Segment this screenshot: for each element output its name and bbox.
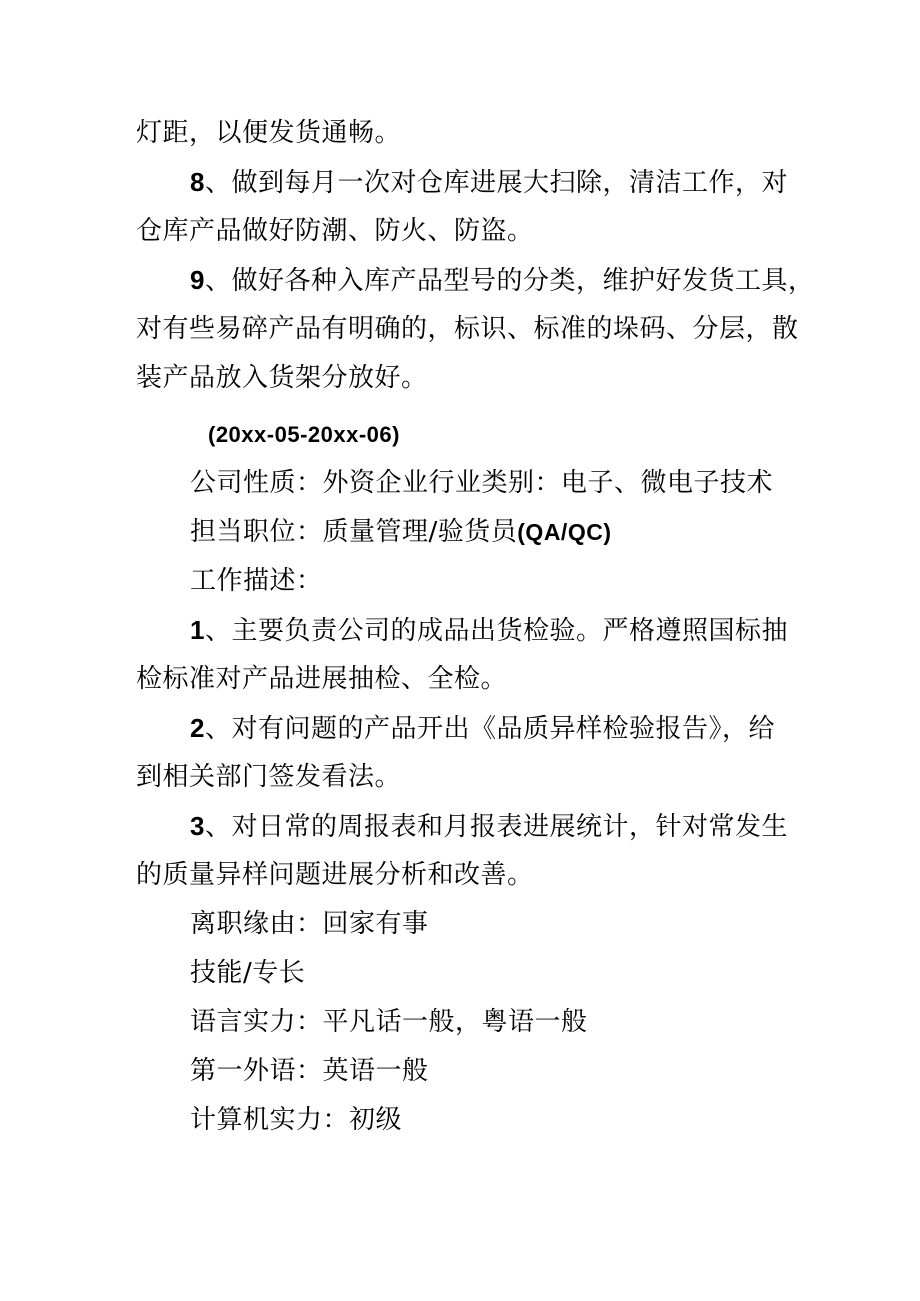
skills-heading <box>190 956 305 990</box>
text: 技能/专长 <box>190 958 306 988</box>
duty-3-line1 <box>190 809 788 844</box>
job-description-title <box>190 564 323 598</box>
text: 工作描述： <box>190 566 323 596</box>
text: 对有些易碎产品有明确的，标识、标准的垛码、分层，散 <box>136 314 799 344</box>
text: 、做好各种入库产品型号的分类，维护好发货工具， <box>204 266 815 296</box>
language-ability <box>190 1005 588 1039</box>
text: 装产品放入货架分放好。 <box>136 363 428 393</box>
employment-period <box>208 418 400 452</box>
text: (20xx-05-20xx-06) <box>208 422 400 447</box>
duty-1-line1 <box>190 613 788 648</box>
list-item-8-line2 <box>136 214 534 248</box>
list-item-9-line1 <box>190 263 814 298</box>
duty-1-line2 <box>136 662 507 696</box>
duty-3-line2 <box>136 858 534 892</box>
item-number: 2 <box>190 713 205 743</box>
company-nature <box>190 466 773 500</box>
text: 离职缘由：回家有事 <box>190 909 429 939</box>
item-number: 1 <box>190 615 205 645</box>
leave-reason <box>190 907 429 941</box>
duty-2-line1 <box>190 711 775 746</box>
paragraph-line <box>136 116 401 150</box>
position-code: (QA/QC) <box>517 519 612 545</box>
text: 检标准对产品进展抽检、全检。 <box>136 664 508 694</box>
duty-2-line2 <box>136 760 401 794</box>
list-item-9-line3 <box>136 361 428 395</box>
text: 仓库产品做好防潮、防火、防盗。 <box>136 216 534 246</box>
text: 、做到每月一次对仓库进展大扫除，清洁工作，对 <box>204 168 788 198</box>
text: 语言实力：平凡话一般，粤语一般 <box>190 1007 588 1037</box>
list-item-9-line2 <box>136 312 799 346</box>
text: 、对日常的周报表和月报表进展统计，针对常发生 <box>204 812 788 842</box>
text: 第一外语：英语一般 <box>190 1056 429 1086</box>
foreign-language <box>190 1054 429 1088</box>
position <box>190 515 611 549</box>
item-number: 3 <box>190 811 205 841</box>
text: 计算机实力：初级 <box>190 1105 403 1135</box>
item-number: 8 <box>190 167 205 197</box>
text: 到相关部门签发看法。 <box>136 762 402 792</box>
text: 灯距，以便发货通畅。 <box>136 118 402 148</box>
text: 担当职位：质量管理/验货员 <box>190 517 518 547</box>
computer-ability <box>190 1103 402 1137</box>
text: 、对有问题的产品开出《品质异样检验报告》，给 <box>204 714 775 744</box>
text: 公司性质：外资企业行业类别：电子、微电子技术 <box>190 468 774 498</box>
item-number: 9 <box>190 265 205 295</box>
text: 、主要负责公司的成品出货检验。严格遵照国标抽 <box>204 616 788 646</box>
list-item-8-line1 <box>190 165 788 200</box>
text: 的质量异样问题进展分析和改善。 <box>136 860 534 890</box>
